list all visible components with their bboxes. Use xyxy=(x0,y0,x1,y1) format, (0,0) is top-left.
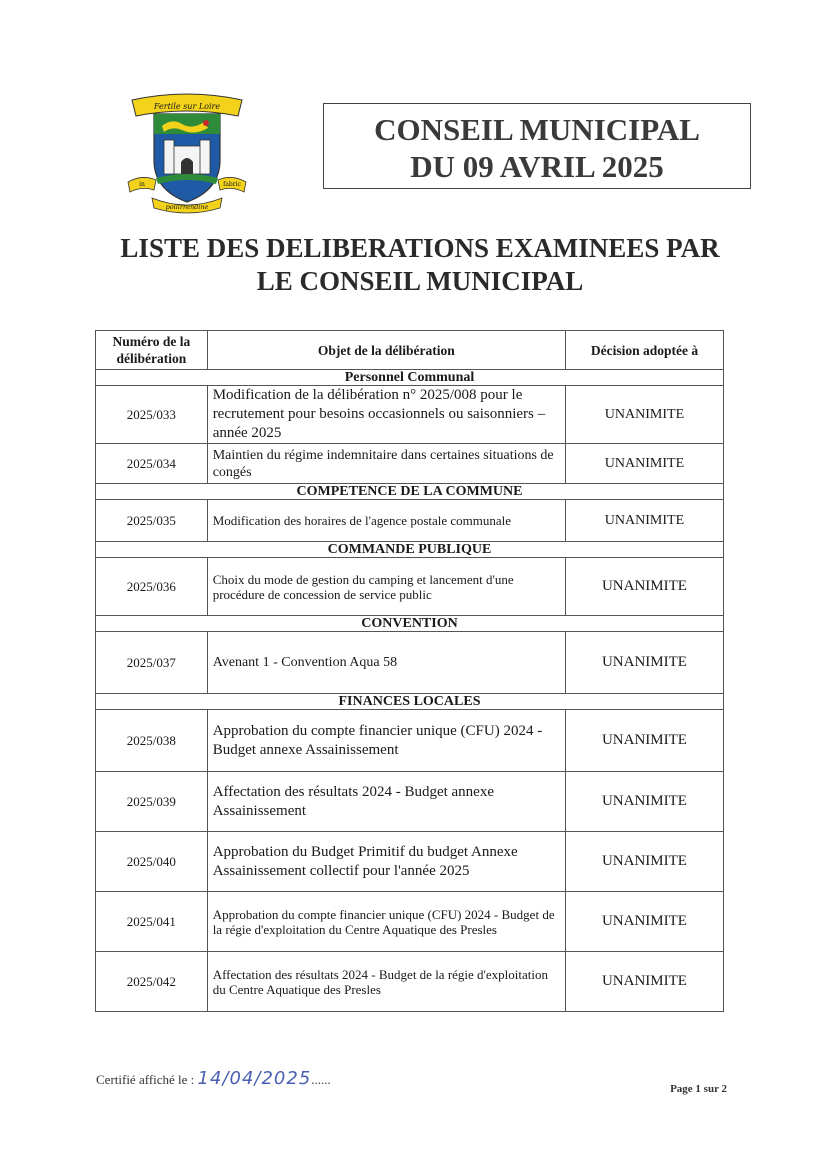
section-competence: COMPETENCE DE LA COMMUNE xyxy=(96,484,724,500)
meeting-title-line1: CONSEIL MUNICIPAL xyxy=(374,112,700,147)
row-decision: UNANIMITE xyxy=(565,892,723,952)
crest-banner-left: in xyxy=(139,181,145,188)
row-number: 2025/040 xyxy=(96,832,208,892)
section-finances: FINANCES LOCALES xyxy=(96,694,724,710)
certified-date-handwritten: 14/04/2025 xyxy=(197,1068,312,1089)
row-object: Avenant 1 - Convention Aqua 58 xyxy=(207,632,565,694)
row-decision: UNANIMITE xyxy=(565,500,723,542)
row-object: Affectation des résultats 2024 - Budget de la régie d'exploitation du Centre Aquatique des Presles xyxy=(207,952,565,1012)
section-personnel-row xyxy=(96,370,724,386)
row-decision: UNANIMITE xyxy=(565,632,723,694)
row-number: 2025/034 xyxy=(96,444,208,484)
row-decision: UNANIMITE xyxy=(565,952,723,1012)
list-title-line1: LISTE DES DELIBERATIONS EXAMINEES PAR xyxy=(120,233,720,263)
row-object: Approbation du compte financier unique (CFU) 2024 - Budget de la régie d'exploitation du Centre Aquatique des Presles xyxy=(207,892,565,952)
table-row xyxy=(96,632,724,694)
section-personnel: Personnel Communal xyxy=(96,370,724,386)
row-object: Modification des horaires de l'agence postale communale xyxy=(207,500,565,542)
crest-banner-right: fabric xyxy=(223,181,241,188)
header-decision: Décision adoptée à xyxy=(565,331,723,370)
table-row xyxy=(96,710,724,772)
table-row xyxy=(96,952,724,1012)
header-number: Numéro de la délibération xyxy=(96,331,208,370)
certified-dots: ...... xyxy=(311,1072,331,1087)
table-row xyxy=(96,558,724,616)
row-object: Approbation du Budget Primitif du budget Annexe Assainissement collectif pour l'année 2025 xyxy=(207,832,565,892)
crest-top-motto: Fertile sur Loire xyxy=(153,102,221,111)
row-decision: UNANIMITE xyxy=(565,386,723,444)
meeting-title-line2: DU 09 AVRIL 2025 xyxy=(410,149,664,184)
table-header-row xyxy=(96,331,724,370)
row-object: Choix du mode de gestion du camping et lancement d'une procédure de concession de service public xyxy=(207,558,565,616)
section-convention-row xyxy=(96,616,724,632)
municipal-crest-logo xyxy=(124,90,250,216)
table-row xyxy=(96,772,724,832)
row-decision: UNANIMITE xyxy=(565,772,723,832)
section-commande-row xyxy=(96,542,724,558)
section-finances-row xyxy=(96,694,724,710)
certified-label: Certifié affiché le : xyxy=(96,1072,195,1087)
meeting-title-box xyxy=(323,103,751,189)
row-decision: UNANIMITE xyxy=(565,444,723,484)
deliberations-table xyxy=(95,330,724,1012)
row-number: 2025/038 xyxy=(96,710,208,772)
crest-bottom-motto: pollirrendine xyxy=(165,203,209,211)
row-number: 2025/041 xyxy=(96,892,208,952)
row-number: 2025/036 xyxy=(96,558,208,616)
row-object: Modification de la délibération n° 2025/008 pour le recrutement pour besoins occasionnels ou saisonniers – année 2025 xyxy=(207,386,565,444)
table-row xyxy=(96,386,724,444)
row-decision: UNANIMITE xyxy=(565,832,723,892)
section-commande: COMMANDE PUBLIQUE xyxy=(96,542,724,558)
row-number: 2025/035 xyxy=(96,500,208,542)
row-object: Maintien du régime indemnitaire dans certaines situations de congés xyxy=(207,444,565,484)
row-decision: UNANIMITE xyxy=(565,558,723,616)
section-competence-row xyxy=(96,484,724,500)
table-row xyxy=(96,892,724,952)
row-number: 2025/037 xyxy=(96,632,208,694)
list-title xyxy=(60,232,780,298)
row-object: Approbation du compte financier unique (CFU) 2024 - Budget annexe Assainissement xyxy=(207,710,565,772)
table-row xyxy=(96,444,724,484)
table-row xyxy=(96,832,724,892)
list-title-line2: LE CONSEIL MUNICIPAL xyxy=(256,266,584,296)
row-object: Affectation des résultats 2024 - Budget annexe Assainissement xyxy=(207,772,565,832)
table-row xyxy=(96,500,724,542)
row-decision: UNANIMITE xyxy=(565,710,723,772)
header-object: Objet de la délibération xyxy=(207,331,565,370)
section-convention: CONVENTION xyxy=(96,616,724,632)
row-number: 2025/033 xyxy=(96,386,208,444)
certified-posted xyxy=(96,1068,331,1089)
row-number: 2025/042 xyxy=(96,952,208,1012)
page-number: Page 1 sur 2 xyxy=(670,1083,727,1095)
row-number: 2025/039 xyxy=(96,772,208,832)
